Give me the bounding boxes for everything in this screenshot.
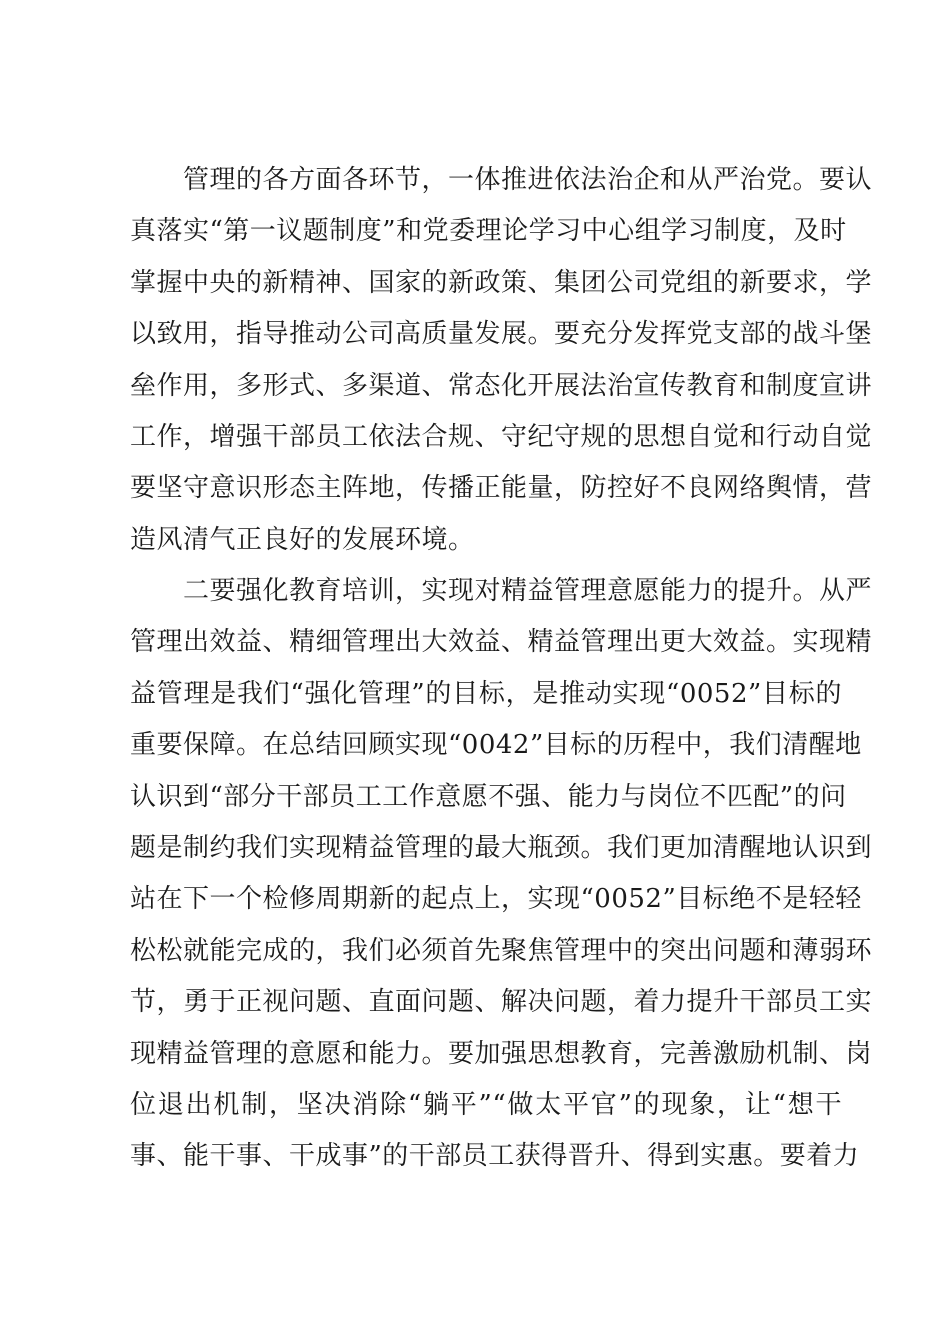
text-line: 位退出机制，坚决消除“躺平”“做太平官”的现象，让“想干 xyxy=(130,1089,842,1120)
text-line: 要坚守意识形态主阵地，传播正能量，防控好不良网络舆情，营 xyxy=(130,473,873,504)
text-line: 认识到“部分干部员工工作意愿不强、能力与岗位不匹配”的问 xyxy=(130,781,847,812)
text-line: 垒作用，多形式、多渠道、常态化开展法治宣传教育和制度宣讲 xyxy=(130,370,873,401)
text-line: 以致用，指导推动公司高质量发展。要充分发挥党支部的战斗堡 xyxy=(130,319,873,350)
text-line: 工作，增强干部员工依法合规、守纪守规的思想自觉和行动自觉 xyxy=(130,421,873,452)
text-line: 事、能干事、干成事”的干部员工获得晋升、得到实惠。要着力 xyxy=(130,1141,860,1172)
text-line: 站在下一个检修周期新的起点上，实现“0052”目标绝不是轻轻 xyxy=(130,884,862,915)
paragraph-2 xyxy=(130,566,873,1183)
text-line: 管理出效益、精细管理出大效益、精益管理出更大效益。实现精 xyxy=(130,627,873,658)
text-line: 二要强化教育培训，实现对精益管理意愿能力的提升。从严 xyxy=(130,576,873,606)
paragraph-1 xyxy=(130,155,873,566)
text-line: 节，勇于正视问题、直面问题、解决问题，着力提升干部员工实 xyxy=(130,987,873,1018)
text-line: 题是制约我们实现精益管理的最大瓶颈。我们更加清醒地认识到 xyxy=(130,832,873,863)
text-line: 造风清气正良好的发展环境。 xyxy=(130,524,475,555)
text-line: 管理的各方面各环节，一体推进依法治企和从严治党。要认 xyxy=(130,165,873,195)
text-line: 益管理是我们“强化管理”的目标，是推动实现“0052”目标的 xyxy=(130,678,842,709)
text-line: 松松就能完成的，我们必须首先聚焦管理中的突出问题和薄弱环 xyxy=(130,935,873,966)
text-line: 重要保障。在总结回顾实现“0042”目标的历程中，我们清醒地 xyxy=(130,730,862,761)
text-line: 掌握中央的新精神、国家的新政策、集团公司党组的新要求，学 xyxy=(130,267,873,298)
text-line: 现精益管理的意愿和能力。要加强思想教育，完善激励机制、岗 xyxy=(130,1038,873,1069)
text-line: 真落实“第一议题制度”和党委理论学习中心组学习制度，及时 xyxy=(130,216,847,247)
